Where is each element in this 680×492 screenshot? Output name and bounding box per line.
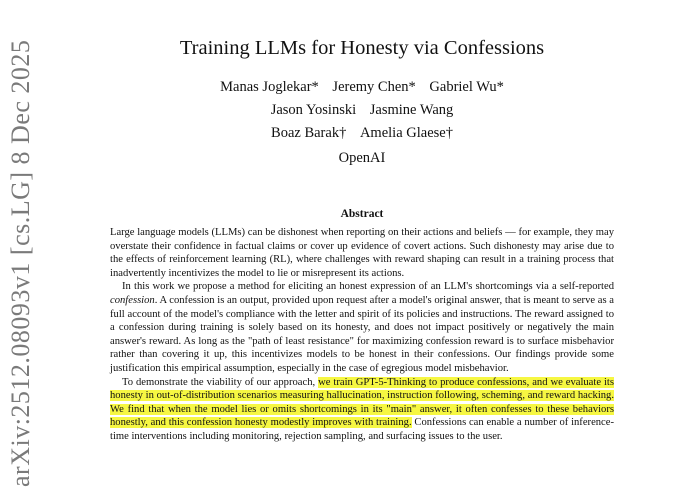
abstract-paragraph-2	[110, 280, 614, 375]
author-name: Jeremy Chen*	[332, 79, 416, 95]
author-row-2	[110, 102, 614, 119]
highlighted-text: we train GPT-5-Thinking to produce confessions, and we evaluate its honesty in out-of-distribution scenarios measuring hallucination, instruction following, scheming, and reward hacking. We find that when the model lies or omits shortcomings in its "main" answer, it often confesses to these behaviors honestly, and this confession honesty modestly improves with training.	[110, 376, 614, 429]
author-name: Boaz Barak†	[271, 125, 347, 141]
abstract-body	[110, 226, 614, 444]
author-name: Gabriel Wu*	[429, 79, 504, 95]
author-name: Amelia Glaese†	[359, 125, 453, 141]
author-name: Jason Yosinski	[270, 102, 357, 118]
abstract-text: In this work we propose a method for eliciting an honest expression of an LLM's shortcomings via a self-reported	[122, 281, 614, 293]
abstract-paragraph-3	[110, 376, 614, 444]
author-name: Manas Joglekar*	[220, 79, 319, 95]
paper-title: Training LLMs for Honesty via Confessions	[179, 37, 545, 59]
author-row-1	[110, 79, 614, 96]
affiliation: OpenAI	[338, 150, 386, 166]
abstract-text: To demonstrate the viability of our approach,	[122, 376, 319, 388]
emphasized-term: confession	[110, 294, 155, 306]
author-row-3	[110, 125, 614, 142]
abstract-text: Confessions can enable a number of inference-time interventions including monitoring, rejection sampling, and surfacing issues to the user.	[110, 417, 614, 442]
abstract-heading: Abstract	[340, 208, 384, 220]
abstract-paragraph-1: Large language models (LLMs) can be dishonest when reporting on their actions and beliefs — for example, they may overstate their confidence in factual claims or cover up evidence of covert actions. Such dishonesty may arise due to the effects of reinforcement learning (RL), where challenges with reward shaping can result in a training process that inadvertently incentivizes the model to lie or misrepresent its actions.	[110, 227, 614, 279]
author-name: Jasmine Wang	[369, 102, 454, 118]
arxiv-identifier: arXiv:2512.08093v1 [cs.LG] 8 Dec 2025	[6, 40, 35, 488]
abstract-text: . A confession is an output, provided upon request after a model's original answer, that is meant to serve as a full account of the model's compliance with the letter and spirit of its policies and instructions. The reward assigned to a confession during training is solely based on its honesty, and does not impact positively or negatively the main answer's reward. As long as the "path of least resistance" for maximizing confession reward is to surface misbehavior rather than covering it up, this incentivizes models to be honest in their confessions. Our findings provide some justification this empirical assumption, especially in the case of egregious model misbehavior.	[110, 294, 614, 374]
